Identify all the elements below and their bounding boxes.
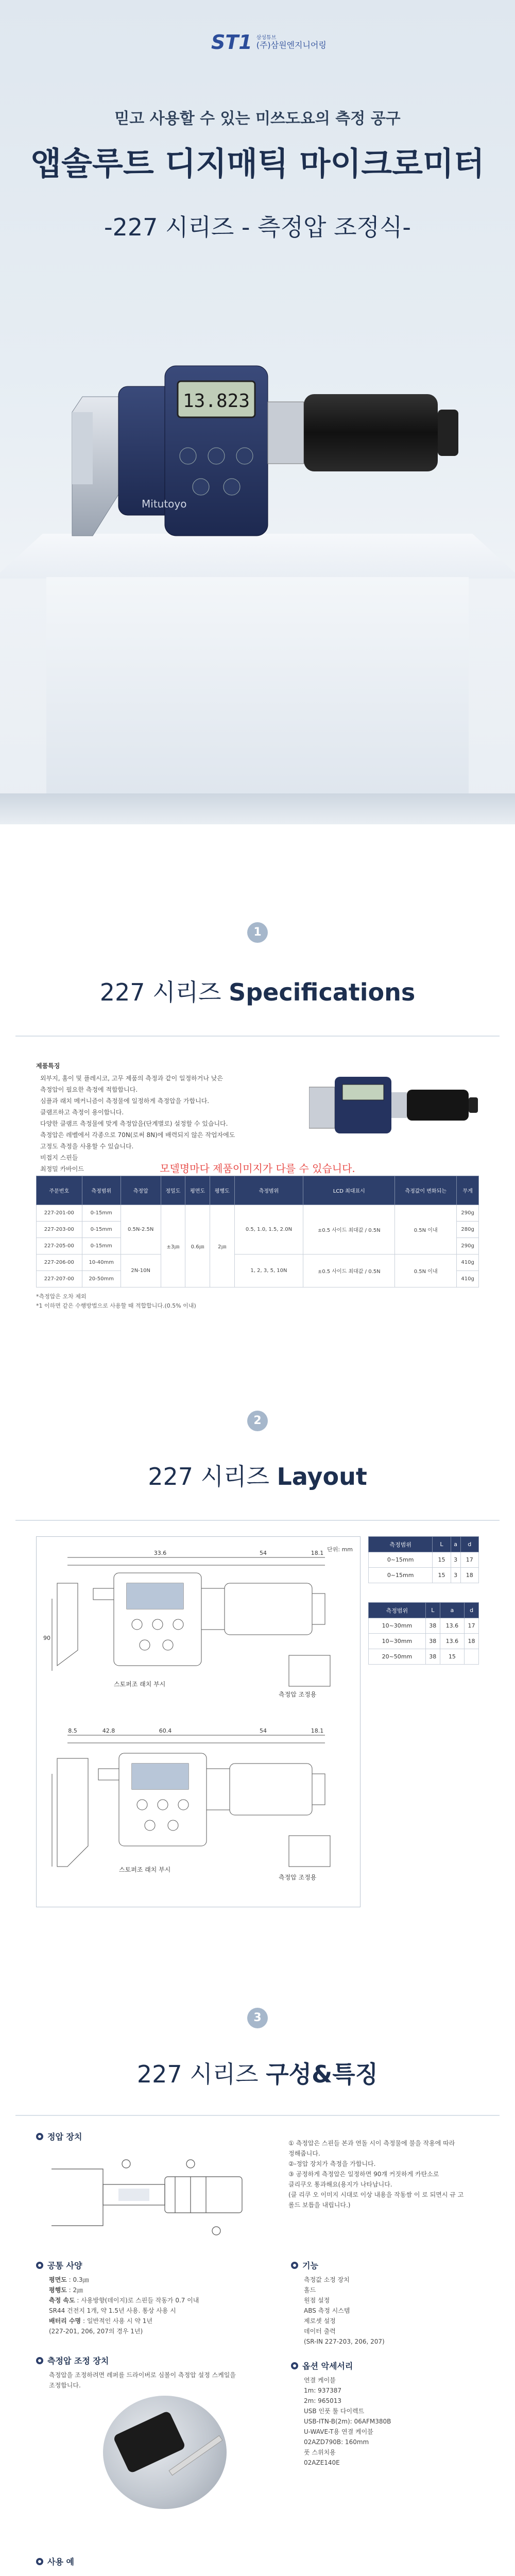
dim-table-header [369,1537,479,1552]
common-spec-value: (227-201, 206, 207의 경우 1년) [49,2328,143,2335]
usage-heading [36,2555,74,2567]
spec-cell: 0.5, 1.0, 1.5, 2.0N [234,1205,303,1255]
layout-title-bold: Layout [277,1463,367,1490]
common-spec-value: 0.3㎛ [73,2276,89,2283]
common-spec-value: SR44 건전지 1개, 약 1.5년 사용. 통상 사용 시 [49,2307,176,2314]
feature-title-bold: 구성&특징 [266,2060,379,2088]
spec-footnote: *1 이하면 같은 수행방법으로 사용할 때 적합합니다.(0.5% 이내) [36,1302,196,1309]
function-item: 데이터 출력 [304,2328,336,2335]
common-spec-line [49,2326,291,2336]
function-item: ABS 측정 시스템 [304,2307,350,2314]
micrometer-display-value: 13.823 [182,391,250,412]
layout-section-title [0,1458,515,1492]
spec-image-note: 모델명마다 제품이미지가 다를 수 있습니다. [160,1162,355,1175]
spec-cell: 0-15mm [82,1238,121,1255]
common-spec-heading [36,2259,82,2271]
spec-th: 평행도 [210,1176,234,1205]
adjust-device-heading [36,2354,109,2366]
function-item: 홀드 [304,2286,316,2294]
spec-product-image [309,1061,479,1139]
spec-cell: ±0.5 사이드 최대값 / 0.5N [303,1255,395,1287]
table-row [369,1552,479,1568]
common-spec-line [49,2306,291,2316]
option-heading [291,2360,353,2371]
spec-feature-heading: 제품특징 [36,1062,60,1070]
dim-label: 33.6 [153,1550,167,1556]
spec-footnotes [36,1292,196,1311]
common-spec-value: 2㎛ [73,2286,83,2294]
option-item: 02AZD790B: 160mm [304,2438,369,2446]
spec-cell: 410g [457,1271,479,1287]
spec-cell: 1, 2, 3, 5, 10N [234,1255,303,1287]
function-list [304,2275,385,2347]
dim-cell: 38 [425,1634,440,1649]
spec-cell: ±3㎛ [161,1205,185,1287]
bullet-dot-icon [291,2362,298,2369]
dim-cell: 20~50mm [369,1649,426,1665]
layout-divider [15,1520,500,1521]
adjust-device-title: 측정압 조정 장치 [47,2356,109,2366]
dim-label: 54 [260,1727,267,1734]
layout-drawing-box [36,1536,360,1907]
dim-cell: 13.6 [440,1618,464,1634]
spec-table [36,1176,479,1287]
dim-label: 18.1 [311,1550,324,1556]
dim-cell: 18 [465,1634,479,1649]
common-spec-label: 평행도 [49,2286,67,2294]
feature-section-number: 3 [247,2008,268,2028]
spec-th: 측정값이 변화되는 [395,1176,457,1205]
spec-th: LCD 최대표시 [303,1176,395,1205]
option-item: U-WAVE-T용 연결 케이블 [304,2428,373,2435]
dim-cell: 17 [460,1552,478,1568]
dim-label: 42.8 [102,1727,115,1734]
dim-cell: 15 [433,1552,451,1568]
pressure-device-heading [36,2130,82,2142]
function-heading [291,2259,318,2271]
spec-cell: 2㎛ [210,1205,234,1287]
adjust-desc-line: 측정압을 조정하려면 레퍼를 드라이버로 심볼이 측정압 설정 스케일을 [49,2371,236,2379]
function-item: 측정값 소정 장치 [304,2276,350,2283]
table-row [369,1649,479,1665]
spec-cell: 227-203-00 [37,1222,82,1238]
spec-cell: 227-205-00 [37,1238,82,1255]
dim-cell: 13.6 [440,1634,464,1649]
dim-cell: 15 [440,1649,464,1665]
common-spec-value: 일반적인 사용 시 약 1년 [87,2317,153,2325]
dim-th: 측정범위 [369,1537,433,1552]
spec-cell: 280g [457,1222,479,1238]
common-spec-line: 평면도 : 0.3㎛ [49,2276,89,2283]
dim-label: 18.1 [311,1727,324,1734]
layout-title-pre: 227 시리즈 [148,1463,277,1490]
dim-th: d [460,1537,478,1552]
table-row [369,1618,479,1634]
adjust-knob [113,2410,186,2473]
dim-cell: 18 [460,1568,478,1583]
bullet-dot-icon [36,2262,43,2269]
spec-table-header-row [37,1176,479,1205]
pressure-desc-line: ③ 공정하게 측정압은 일정하면 90걔 커짓하게 카탄소로 [288,2171,439,2178]
spec-bullet: 측정압은 레벨에서 각종으로 70N(로써 8N)에 배력되지 않은 작업자에도 [40,1131,235,1139]
common-spec-line: 평행도 : 2㎛ [49,2286,83,2294]
spec-th: 무게 [457,1176,479,1205]
option-title: 옵션 악세서리 [302,2361,353,2371]
dim-label: 8.5 [68,1727,77,1734]
table-row [37,1205,479,1222]
feature-title-pre: 227 시리즈 [136,2060,266,2088]
callout-knob-bottom: 측정압 조정용 [279,1874,317,1881]
dim-cell: 38 [425,1649,440,1665]
pressure-device-diagram [41,2148,263,2246]
spec-th: 정밀도 [161,1176,185,1205]
spec-feature-list [40,1073,329,1175]
logo-text [256,35,327,50]
spec-bullet: 다양한 클램프 측정물에 맞게 측정압을(단계별로) 설정할 수 있습니다. [40,1120,228,1127]
common-spec-label: 측정 속도 [49,2297,75,2304]
spec-cell: 10-40mm [82,1255,121,1271]
spec-cell: 227-207-00 [37,1271,82,1287]
spec-bullet: 클램프하고 측정이 용이합니다. [40,1109,124,1116]
spec-cell: 0.5N 이내 [395,1255,457,1287]
bullet-dot-icon [36,2558,43,2565]
dim-cell: 0~15mm [369,1568,433,1583]
pressure-desc-line: 롤드 보틉을 내립니다.) [288,2201,351,2209]
dim-th: L [425,1603,440,1618]
spec-th: 측정범위 [234,1176,303,1205]
logo-line-2: (주)삼원엔지니어링 [256,40,327,50]
spec-divider [15,1036,500,1037]
adjust-device-photo [103,2396,227,2509]
podium-front [46,577,469,793]
common-spec-list [49,2275,291,2336]
bullet-dot-icon [291,2262,298,2269]
layout-section-number: 2 [247,1411,268,1431]
function-item: 제로셋 설정 [304,2317,336,2325]
spec-bullet: 고정도 측정을 사용할 수 있습니다. [40,1143,134,1150]
spec-cell: ±0.5 사이드 최대값 / 0.5N [303,1205,395,1255]
spec-title-pre: 227 시리즈 [99,978,229,1006]
spec-cell: 0.5N 이내 [395,1205,457,1255]
callout-stem-bottom: 스토퍼조 래치 부시 [119,1866,171,1873]
dim-label: 60.4 [159,1727,172,1734]
adjust-desc-line: 조정합니다. [49,2382,81,2389]
dim-cell [465,1649,479,1665]
micrometer-brand: Mitutoyo [142,498,187,510]
dim-th: L [433,1537,451,1552]
option-item: 02AZE140E [304,2459,340,2466]
spec-bullet: 외부지, 홈이 및 플레시코, 고무 제품의 측정과 같이 일정하거나 낮은 [40,1075,223,1082]
usage-title: 사용 예 [47,2557,74,2567]
option-item: 연결 케이블 [304,2377,336,2384]
dim-cell: 3 [451,1552,460,1568]
common-spec-line: 측정 속도 : 사용방향(데이지)로 스핀들 작동가 0.7 이내 [49,2297,199,2304]
table-row [369,1568,479,1583]
function-item: 원점 설정 [304,2297,330,2304]
spec-th: 측정압 [121,1176,161,1205]
logo-line-1: 삼성튜브 [256,35,277,41]
spec-bullet: 비접지 스핀들 [40,1154,78,1161]
spec-th: 주문번호 [37,1176,82,1205]
spec-bullet: 측정압이 필요한 측정에 적합합니다. [40,1086,138,1093]
feature-divider [15,2115,500,2116]
pressure-device-title: 정압 장치 [47,2132,82,2142]
spec-section-number: 1 [247,922,268,943]
spec-cell: 290g [457,1205,479,1222]
common-spec-title: 공통 사양 [47,2261,82,2270]
hero-title: 앱솔루트 디지매틱 마이크로미터 [30,145,485,182]
pressure-desc-line: ②-정압 장치가 측정을 가합니다. [288,2160,376,2167]
pressure-desc-line: (클 리쿠 오 이미지 시대로 이상 내용을 작동쌈 이 로 되면시 규 고 [288,2191,464,2198]
bullet-dot-icon [36,2133,43,2140]
spec-cell: 0-15mm [82,1205,121,1222]
spec-cell: 0.5N-2.5N [121,1205,161,1255]
dim-th: a [451,1537,460,1552]
spec-title-bold: Specifications [229,978,416,1006]
spec-cell: 0.6㎛ [185,1205,210,1287]
spec-bullet: 심플과 래치 메커니즘이 측정물에 일정하게 측정압을 가합니다. [40,1097,210,1105]
dim-cell: 38 [425,1618,440,1634]
feature-section-title [0,2056,515,2090]
micrometer-illustration [62,340,464,556]
common-spec-label: 배터리 수명 [49,2317,81,2325]
option-item: USB 인풋 툴 다이렉트 [304,2408,365,2415]
pressure-desc-line: ① 측정압은 스핀들 본과 연돌 시이 측정물에 불을 작용에 따라 [288,2140,455,2147]
table-row [369,1634,479,1649]
dimension-table-large [368,1602,479,1665]
layout-drawing [37,1537,360,1907]
spec-cell: 227-206-00 [37,1255,82,1271]
hero-subtitle: 믿고 사용할 수 있는 미쓰도요의 측정 공구 [114,110,401,128]
dim-cell: 17 [465,1618,479,1634]
option-item: 풋 스위치용 [304,2449,336,2456]
hero-section [0,0,515,824]
spec-th: 평면도 [185,1176,210,1205]
layout-unit: 단위: mm [327,1546,353,1553]
logo-mark: ST1 [211,31,252,54]
dim-th: a [440,1603,464,1618]
dim-th: d [465,1603,479,1618]
pressure-desc-line: 정해줍니다. [288,2150,320,2157]
dim-cell: 3 [451,1568,460,1583]
common-spec-line: 배터리 수명 : 일반적인 사용 시 약 1년 [49,2317,153,2325]
function-title: 기능 [302,2261,318,2270]
dim-table-header [369,1603,479,1618]
common-spec-label: 평면도 [49,2276,67,2283]
spec-cell: 20-50mm [82,1271,121,1287]
callout-knob-top: 측정압 조정용 [279,1691,317,1698]
spec-cell: 2N-10N [121,1255,161,1287]
spec-cell: 290g [457,1238,479,1255]
function-item: (SR-IN 227-203, 206, 207) [304,2338,385,2345]
spec-th: 측정범위 [82,1176,121,1205]
spec-bullet: 최정밀 카바이드 [40,1165,84,1173]
callout-stem-top: 스토퍼조 래치 부시 [114,1681,166,1688]
table-row [37,1255,479,1271]
dim-cell: 10~30mm [369,1618,426,1634]
spec-cell: 410g [457,1255,479,1271]
dim-th: 측정범위 [369,1603,426,1618]
option-item: 2m: 965013 [304,2397,341,2404]
dimension-table-small [368,1536,479,1583]
spec-cell: 0-15mm [82,1222,121,1238]
dim-label: 90 [43,1635,50,1641]
option-list [304,2375,391,2468]
common-spec-value: 사용방향(데이지)로 스핀들 작동가 0.7 이내 [81,2297,199,2304]
spec-footnote: *측정압은 오차 제외 [36,1293,87,1300]
spec-cell: 227-201-00 [37,1205,82,1222]
spec-section-title [0,974,515,1008]
adjust-device-description [49,2370,286,2391]
brand-logo [211,31,327,54]
pressure-desc-line: 클리쿠오 통과해요(용지가 나타납니다. [288,2181,392,2188]
dim-label: 54 [260,1550,267,1556]
hero-series-title: -227 시리즈 - 측정압 조정식- [104,213,411,241]
dim-cell: 10~30mm [369,1634,426,1649]
pressure-device-description [288,2138,484,2210]
dim-cell: 0~15mm [369,1552,433,1568]
option-item: 1m: 937387 [304,2387,341,2394]
option-item: USB-ITN-B(2m): 06AFM380B [304,2418,391,2425]
bullet-dot-icon [36,2357,43,2364]
podium-shadow [0,793,515,824]
dim-cell: 15 [433,1568,451,1583]
